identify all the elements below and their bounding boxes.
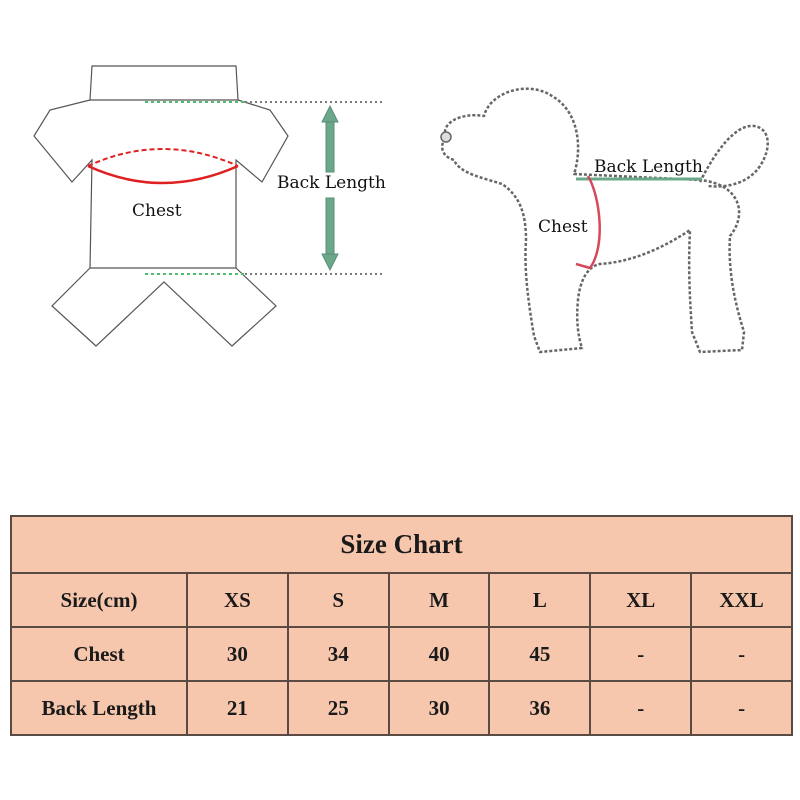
dog-chest-label: Chest [538,217,588,237]
table-cell: 40 [389,627,490,681]
dog-outline [442,89,768,352]
chest-row [11,627,792,681]
size-header-label: Size(cm) [11,573,187,627]
size-chart-title-row [11,516,792,573]
table-cell: - [691,681,792,735]
size-header-cell: XL [590,573,691,627]
size-header-cell: XS [187,573,288,627]
table-cell: 45 [489,627,590,681]
size-header-cell: L [489,573,590,627]
table-cell: 30 [389,681,490,735]
table-cell: 21 [187,681,288,735]
table-cell: - [691,627,792,681]
table-cell: 30 [187,627,288,681]
back-length-row [11,681,792,735]
dog-back-length-label: Back Length [594,157,703,177]
table-cell: 34 [288,627,389,681]
size-chart-title: Size Chart [11,516,792,573]
table-cell: - [590,627,691,681]
table-cell: 36 [489,681,590,735]
garment-chest-label: Chest [132,201,182,221]
size-header-cell: M [389,573,490,627]
dog-nose [441,132,451,142]
table-cell: - [590,681,691,735]
size-header-row [11,573,792,627]
table-cell: 25 [288,681,389,735]
chest-row-label: Chest [11,627,187,681]
back-length-row-label: Back Length [11,681,187,735]
garment-back-length-label: Back Length [277,173,386,193]
size-chart-table [10,515,793,736]
size-header-cell: XXL [691,573,792,627]
size-header-cell: S [288,573,389,627]
